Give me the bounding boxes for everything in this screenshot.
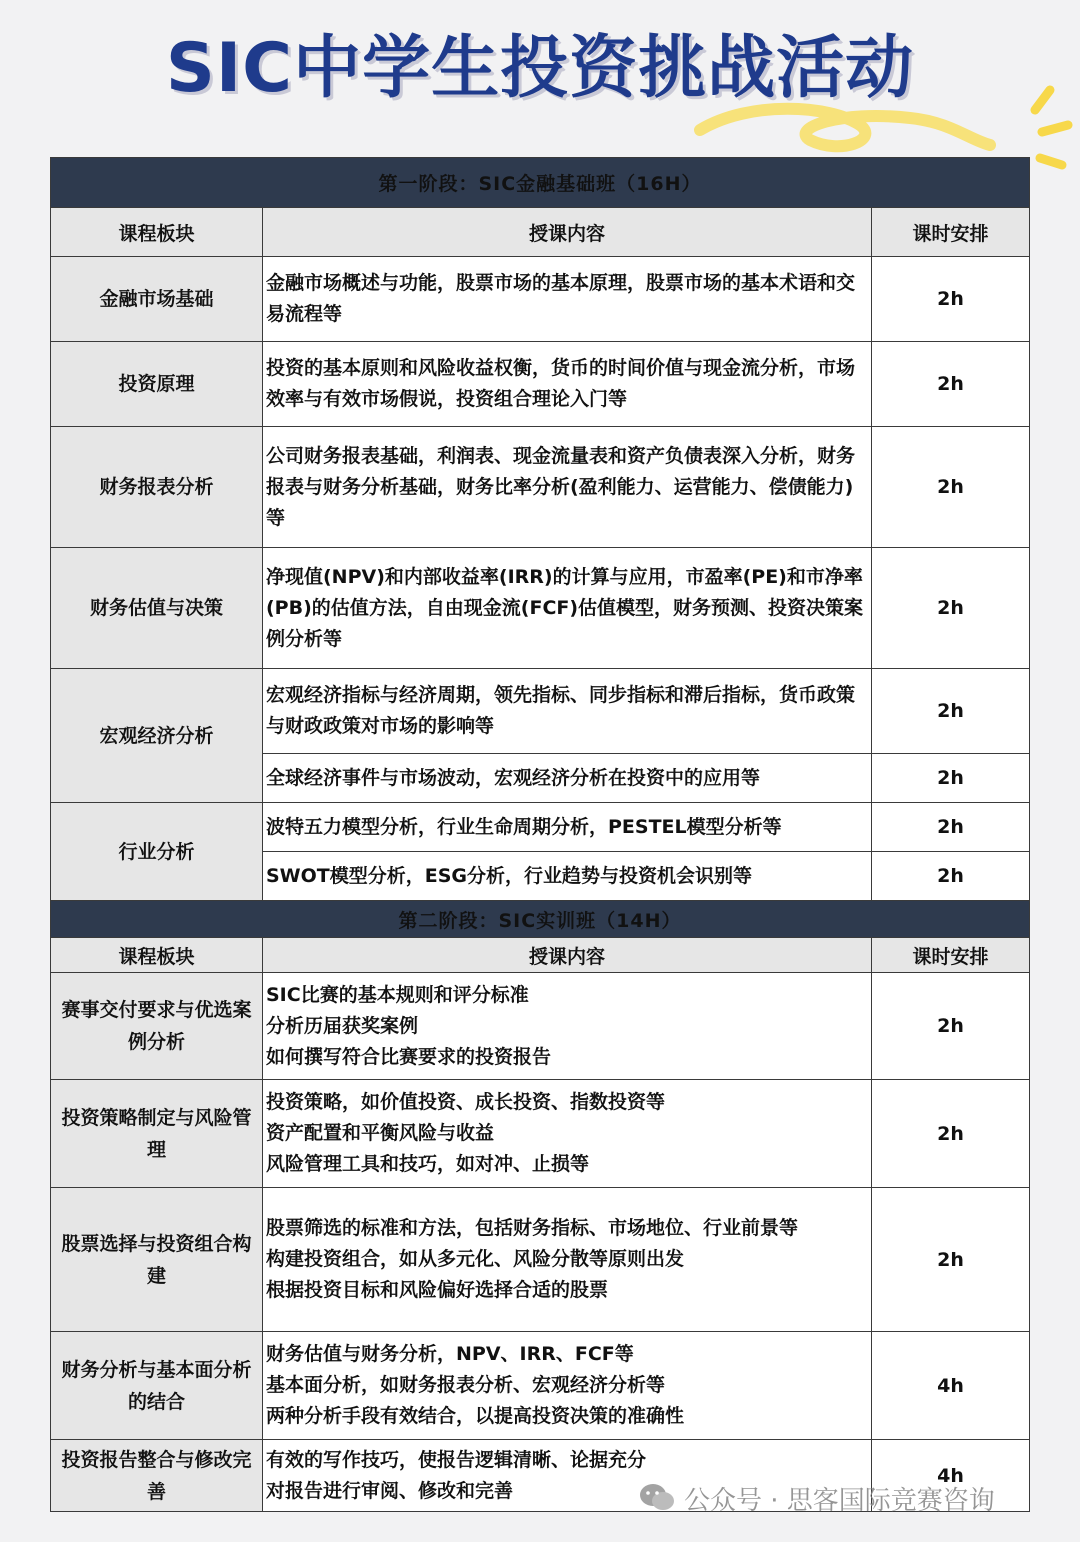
content-cell bbox=[263, 973, 872, 1080]
content-line: 风险管理工具和技巧，如对冲、止损等 bbox=[266, 1153, 590, 1175]
module-cell: 宏观经济分析 bbox=[51, 669, 263, 803]
page-title: SIC中学生投资挑战活动 bbox=[165, 29, 915, 108]
header-content: 授课内容 bbox=[263, 208, 872, 257]
content-cell: 金融市场概述与功能，股票市场的基本原理，股票市场的基本术语和交易流程等 bbox=[263, 257, 872, 342]
content-line: 股票筛选的标准和方法，包括财务指标、市场地位、行业前景等 bbox=[266, 1217, 799, 1239]
module-cell: 财务分析与基本面分析的结合 bbox=[51, 1332, 263, 1440]
hours-cell: 2h bbox=[872, 1080, 1030, 1188]
hours-cell: 2h bbox=[872, 257, 1030, 342]
content-line: 如何撰写符合比赛要求的投资报告 bbox=[266, 1045, 552, 1068]
content-cell bbox=[263, 1080, 872, 1188]
wechat-icon bbox=[638, 1482, 676, 1514]
content-line: 构建投资组合，如从多元化、风险分散等原则出发 bbox=[266, 1248, 685, 1270]
hours-cell: 4h bbox=[872, 1332, 1030, 1440]
phase1-banner: 第一阶段：SIC金融基础班（16H） bbox=[51, 158, 1030, 208]
header-hours: 课时安排 bbox=[872, 938, 1030, 973]
hours-cell: 2h bbox=[872, 342, 1030, 427]
hours-cell: 2h bbox=[872, 669, 1030, 754]
content-cell: 公司财务报表基础，利润表、现金流量表和资产负债表深入分析，财务报表与财务分析基础，财务比率分析(盈利能力、运营能力、偿债能力)等 bbox=[263, 427, 872, 548]
module-cell: 投资策略制定与风险管理 bbox=[51, 1080, 263, 1188]
content-line: 投资策略，如价值投资、成长投资、指数投资等 bbox=[266, 1091, 666, 1113]
hours-cell: 2h bbox=[872, 427, 1030, 548]
content-line: 财务估值与财务分析，NPV、IRR、FCF等 bbox=[266, 1343, 634, 1365]
hours-cell: 2h bbox=[872, 852, 1030, 901]
header-module: 课程板块 bbox=[51, 208, 263, 257]
hours-cell: 4h bbox=[872, 1440, 1030, 1512]
hours-cell: 2h bbox=[872, 1188, 1030, 1332]
content-line: 根据投资目标和风险偏好选择合适的股票 bbox=[266, 1279, 609, 1301]
content-line: 资产配置和平衡风险与收益 bbox=[266, 1122, 495, 1144]
module-cell: 投资报告整合与修改完善 bbox=[51, 1440, 263, 1512]
content-cell: 全球经济事件与市场波动，宏观经济分析在投资中的应用等 bbox=[263, 754, 872, 803]
module-cell: 投资原理 bbox=[51, 342, 263, 427]
module-cell: 金融市场基础 bbox=[51, 257, 263, 342]
hours-cell: 2h bbox=[872, 548, 1030, 669]
header-content: 授课内容 bbox=[263, 938, 872, 973]
watermark bbox=[638, 1478, 995, 1518]
phase2-banner: 第二阶段：SIC实训班（14H） bbox=[51, 901, 1030, 938]
content-line: 基本面分析，如财务报表分析、宏观经济分析等 bbox=[266, 1374, 666, 1396]
content-cell bbox=[263, 1332, 872, 1440]
content-line: 对报告进行审阅、修改和完善 bbox=[266, 1479, 514, 1502]
content-line: SIC比赛的基本规则和评分标准 bbox=[266, 983, 529, 1006]
header-hours: 课时安排 bbox=[872, 208, 1030, 257]
module-cell: 行业分析 bbox=[51, 803, 263, 901]
watermark-text: 公众号 · 思客国际竞赛咨询 bbox=[684, 1485, 995, 1516]
hours-cell: 2h bbox=[872, 973, 1030, 1080]
hours-cell: 2h bbox=[872, 754, 1030, 803]
module-cell: 财务估值与决策 bbox=[51, 548, 263, 669]
content-cell bbox=[263, 1188, 872, 1332]
course-schedule-table bbox=[50, 157, 1030, 1512]
content-cell: 宏观经济指标与经济周期，领先指标、同步指标和滞后指标，货币政策与财政政策对市场的影响等 bbox=[263, 669, 872, 754]
content-line: 两种分析手段有效结合，以提高投资决策的准确性 bbox=[266, 1405, 685, 1427]
content-line: 有效的写作技巧，使报告逻辑清晰、论据充分 bbox=[266, 1448, 647, 1471]
module-cell: 赛事交付要求与优选案例分析 bbox=[51, 973, 263, 1080]
content-cell: 投资的基本原则和风险收益权衡，货币的时间价值与现金流分析，市场效率与有效市场假说，投资组合理论入门等 bbox=[263, 342, 872, 427]
content-line: 分析历届获奖案例 bbox=[266, 1014, 419, 1037]
hours-cell: 2h bbox=[872, 803, 1030, 852]
content-cell: 净现值(NPV)和内部收益率(IRR)的计算与应用，市盈率(PE)和市净率(PB)的估值方法，自由现金流(FCF)估值模型，财务预测、投资决策案例分析等 bbox=[263, 548, 872, 669]
header-module: 课程板块 bbox=[51, 938, 263, 973]
module-cell: 股票选择与投资组合构建 bbox=[51, 1188, 263, 1332]
module-cell: 财务报表分析 bbox=[51, 427, 263, 548]
content-cell: SWOT模型分析，ESG分析，行业趋势与投资机会识别等 bbox=[263, 852, 872, 901]
content-cell: 波特五力模型分析，行业生命周期分析，PESTEL模型分析等 bbox=[263, 803, 872, 852]
